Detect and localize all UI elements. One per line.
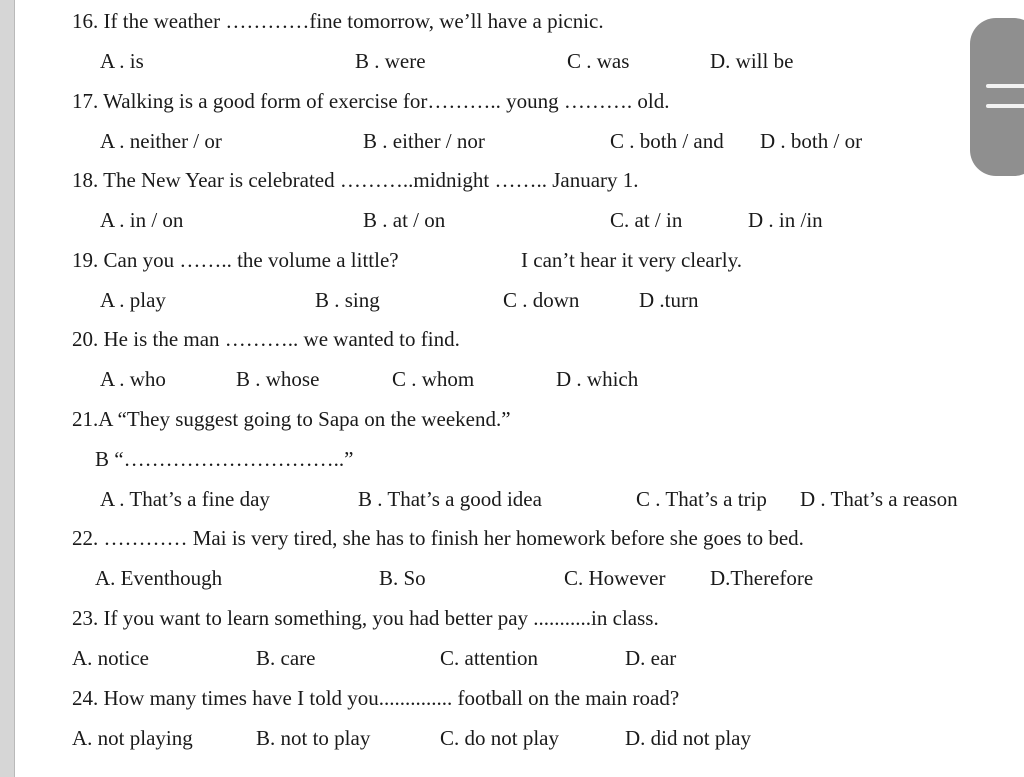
question-19-option-b: B . sing xyxy=(315,288,380,312)
question-24-stem: 24. How many times have I told you.............. football on the main road? xyxy=(72,686,680,710)
question-18-option-a: A . in / on xyxy=(100,208,184,232)
question-20-option-c: C . whom xyxy=(392,367,475,391)
question-24-option-d: D. did not play xyxy=(625,726,751,750)
question-19-stem-continued: I can’t hear it very clearly. xyxy=(521,248,742,272)
question-18-option-c: C. at / in xyxy=(610,208,683,232)
question-18-stem: 18. The New Year is celebrated ………..midnight …….. January 1. xyxy=(72,168,639,192)
question-23-option-c: C. attention xyxy=(440,646,538,670)
question-22-stem: 22. ………… Mai is very tired, she has to finish her homework before she goes to bed. xyxy=(72,526,804,550)
question-19-stem: 19. Can you …….. the volume a little? xyxy=(72,248,399,272)
question-20-option-a: A . who xyxy=(100,367,166,391)
question-21-option-d: D . That’s a reason xyxy=(800,487,958,511)
question-17-option-d: D . both / or xyxy=(760,129,863,153)
question-17-option-c: C . both / and xyxy=(610,129,724,153)
question-17-stem: 17. Walking is a good form of exercise for……….. young ………. old. xyxy=(72,89,670,113)
question-16-option-c: C . was xyxy=(567,49,630,73)
question-17-option-b: B . either / nor xyxy=(363,129,485,153)
question-16-option-b: B . were xyxy=(355,49,426,73)
question-19-option-d: D .turn xyxy=(639,288,699,312)
question-23-option-a: A. notice xyxy=(72,646,149,670)
page-left-margin xyxy=(0,0,15,777)
question-22-option-d: D.Therefore xyxy=(710,566,814,590)
question-18-option-d: D . in /in xyxy=(748,208,823,232)
question-23-option-d: D. ear xyxy=(625,646,677,670)
question-18-option-b: B . at / on xyxy=(363,208,446,232)
question-22-option-a: A. Eventhough xyxy=(95,566,223,590)
side-menu-handle[interactable] xyxy=(970,18,1024,176)
question-19-option-a: A . play xyxy=(100,288,166,312)
question-20-option-d: D . which xyxy=(556,367,639,391)
menu-icon-bar xyxy=(986,104,1024,108)
menu-icon-bar xyxy=(986,84,1024,88)
question-21-option-a: A . That’s a fine day xyxy=(100,487,270,511)
question-21-response-line: B “…………………………..” xyxy=(95,447,354,471)
question-24-option-b: B. not to play xyxy=(256,726,371,750)
question-23-stem: 23. If you want to learn something, you had better pay ...........in class. xyxy=(72,606,659,630)
question-21-stem: 21.A “They suggest going to Sapa on the weekend.” xyxy=(72,407,511,431)
question-16-option-d: D. will be xyxy=(710,49,794,73)
question-20-stem: 20. He is the man ……….. we wanted to find. xyxy=(72,327,460,351)
question-21-option-b: B . That’s a good idea xyxy=(358,487,542,511)
question-16-option-a: A . is xyxy=(100,49,144,73)
question-20-option-b: B . whose xyxy=(236,367,320,391)
question-22-option-c: C. However xyxy=(564,566,666,590)
question-22-option-b: B. So xyxy=(379,566,426,590)
question-24-option-a: A. not playing xyxy=(72,726,193,750)
question-16-stem: 16. If the weather …………fine tomorrow, we’ll have a picnic. xyxy=(72,9,604,33)
question-24-option-c: C. do not play xyxy=(440,726,559,750)
question-17-option-a: A . neither / or xyxy=(100,129,222,153)
question-19-option-c: C . down xyxy=(503,288,580,312)
question-23-option-b: B. care xyxy=(256,646,316,670)
question-21-option-c: C . That’s a trip xyxy=(636,487,767,511)
